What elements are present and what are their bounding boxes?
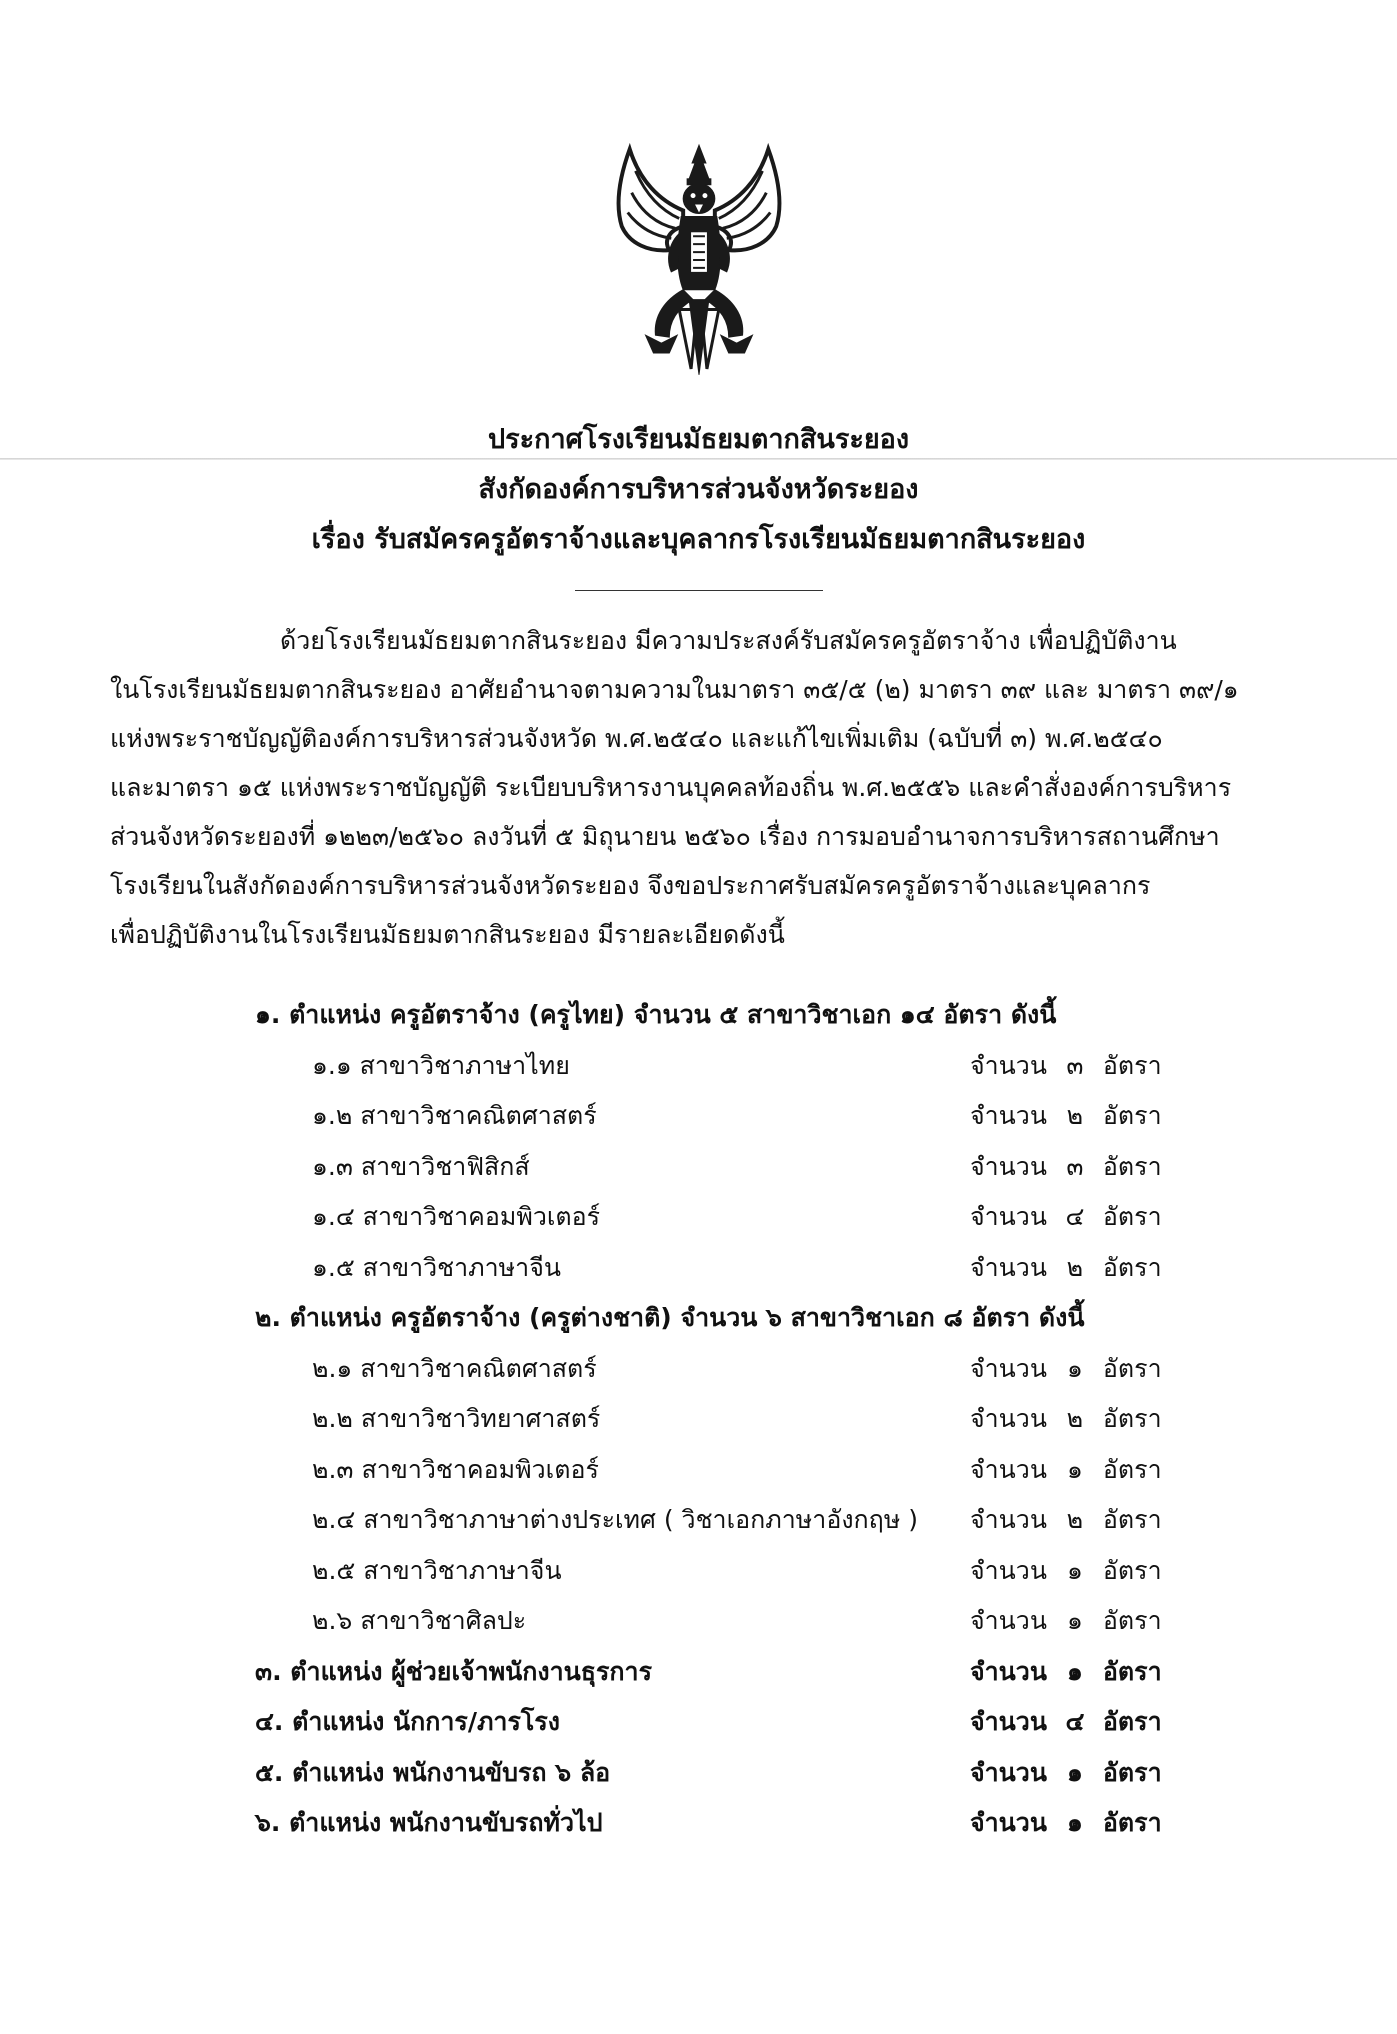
position-item — [0, 1596, 1397, 1647]
position-label: ๓. ตำแหน่ง ผู้ช่วยเจ้าพนักงานธุรการ — [255, 1656, 653, 1686]
intro-line: โรงเรียนในสังกัดองค์การบริหารส่วนจังหวัดระยอง จึงขอประกาศรับสมัครครูอัตราจ้างและบุคลากร — [110, 871, 1151, 900]
position-count: จำนวน ๑ อัตรา — [970, 1808, 1162, 1837]
position-count: จำนวน ๑ อัตรา — [970, 1606, 1162, 1635]
position-heading — [0, 990, 1397, 1041]
position-label: ๑.๓ สาขาวิชาฟิสิกส์ — [312, 1151, 530, 1181]
position-item — [0, 1142, 1397, 1193]
intro-line: และมาตรา ๑๕ แห่งพระราชบัญญัติ ระเบียบบริหารงานบุคคลท้องถิ่น พ.ศ.๒๕๕๖ และคำสั่งองค์การบริหาร — [110, 773, 1232, 802]
position-count: จำนวน ๑ อัตรา — [970, 1555, 1162, 1585]
position-count: จำนวน ๒ อัตรา — [970, 1505, 1162, 1534]
position-heading — [0, 1293, 1397, 1344]
position-item — [0, 1445, 1397, 1496]
position-count: จำนวน ๔ อัตรา — [970, 1707, 1162, 1736]
position-label: ๒.๒ สาขาวิชาวิทยาศาสตร์ — [312, 1404, 601, 1433]
position-item — [0, 1192, 1397, 1243]
position-count: จำนวน ๔ อัตรา — [970, 1202, 1162, 1231]
positions-list — [0, 990, 1397, 1849]
position-label: ๑.๔ สาขาวิชาคอมพิวเตอร์ — [312, 1202, 601, 1231]
position-item — [0, 1697, 1397, 1748]
position-label: ๒.๓ สาขาวิชาคอมพิวเตอร์ — [312, 1454, 599, 1484]
position-label: ๕. ตำแหน่ง พนักงานขับรถ ๖ ล้อ — [255, 1757, 611, 1787]
position-item — [0, 1748, 1397, 1799]
position-label: ๑.๕ สาขาวิชาภาษาจีน — [312, 1252, 561, 1282]
position-count: จำนวน ๒ อัตรา — [970, 1404, 1162, 1433]
position-count: จำนวน ๑ อัตรา — [970, 1353, 1162, 1383]
position-item — [0, 1495, 1397, 1546]
intro-line: เพื่อปฏิบัติงานในโรงเรียนมัธยมตากสินระยอง มีรายละเอียดดังนี้ — [110, 920, 785, 949]
intro-line: ส่วนจังหวัดระยองที่ ๑๒๒๓/๒๕๖๐ ลงวันที่ ๕ มิถุนายน ๒๕๖๐ เรื่อง การมอบอำนาจการบริหารสถานศึกษา — [110, 822, 1220, 851]
position-count: จำนวน ๑ อัตรา — [970, 1454, 1162, 1484]
position-count: จำนวน ๓ อัตรา — [970, 1050, 1162, 1080]
position-item — [0, 1091, 1397, 1142]
header-divider — [575, 590, 823, 591]
position-label: ๑. ตำแหน่ง ครูอัตราจ้าง (ครูไทย) จำนวน ๕ สาขาวิชาเอก ๑๔ อัตรา ดังนี้ — [255, 1000, 1057, 1029]
position-label: ๖. ตำแหน่ง พนักงานขับรถทั่วไป — [255, 1808, 603, 1837]
position-label: ๒.๕ สาขาวิชาภาษาจีน — [312, 1555, 562, 1585]
announcement-title: ประกาศโรงเรียนมัธยมตากสินระยอง — [487, 424, 910, 455]
position-item — [0, 1344, 1397, 1395]
position-label: ๑.๑ สาขาวิชาภาษาไทย — [312, 1050, 570, 1080]
position-item — [0, 1041, 1397, 1092]
affiliation-line: สังกัดองค์การบริหารส่วนจังหวัดระยอง — [478, 474, 919, 505]
position-count: จำนวน ๑ อัตรา — [970, 1757, 1162, 1787]
position-item — [0, 1647, 1397, 1698]
intro-line: ด้วยโรงเรียนมัธยมตากสินระยอง มีความประสงค์รับสมัครครูอัตราจ้าง เพื่อปฏิบัติงาน — [280, 626, 1177, 655]
position-item — [0, 1798, 1397, 1849]
position-count: จำนวน ๓ อัตรา — [970, 1151, 1162, 1181]
position-label: ๒. ตำแหน่ง ครูอัตราจ้าง (ครูต่างชาติ) จำนวน ๖ สาขาวิชาเอก ๘ อัตรา ดังนี้ — [255, 1303, 1085, 1332]
position-label: ๑.๒ สาขาวิชาคณิตศาสตร์ — [312, 1101, 597, 1130]
position-count: จำนวน ๑ อัตรา — [970, 1656, 1162, 1686]
intro-paragraph — [110, 616, 1350, 959]
position-label: ๒.๑ สาขาวิชาคณิตศาสตร์ — [312, 1353, 597, 1383]
position-item — [0, 1394, 1397, 1445]
position-item — [0, 1546, 1397, 1597]
position-item — [0, 1243, 1397, 1294]
position-label: ๔. ตำแหน่ง นักการ/ภารโรง — [255, 1707, 560, 1736]
position-count: จำนวน ๒ อัตรา — [970, 1101, 1162, 1130]
intro-line: แห่งพระราชบัญญัติองค์การบริหารส่วนจังหวัด พ.ศ.๒๕๔๐ และแก้ไขเพิ่มเติม (ฉบับที่ ๓) พ.ศ.๒๕๔๐ — [110, 724, 1163, 753]
subject-line: เรื่อง รับสมัครครูอัตราจ้างและบุคลากรโรงเรียนมัธยมตากสินระยอง — [311, 524, 1086, 555]
position-count: จำนวน ๒ อัตรา — [970, 1252, 1162, 1282]
position-label: ๒.๔ สาขาวิชาภาษาต่างประเทศ ( วิชาเอกภาษาอังกฤษ ) — [312, 1505, 918, 1534]
position-label: ๒.๖ สาขาวิชาศิลปะ — [312, 1606, 527, 1635]
garuda-emblem-icon — [600, 140, 798, 380]
intro-line: ในโรงเรียนมัธยมตากสินระยอง อาศัยอำนาจตามความในมาตรา ๓๕/๕ (๒) มาตรา ๓๙ และ มาตรา ๓๙/๑ — [110, 675, 1239, 704]
